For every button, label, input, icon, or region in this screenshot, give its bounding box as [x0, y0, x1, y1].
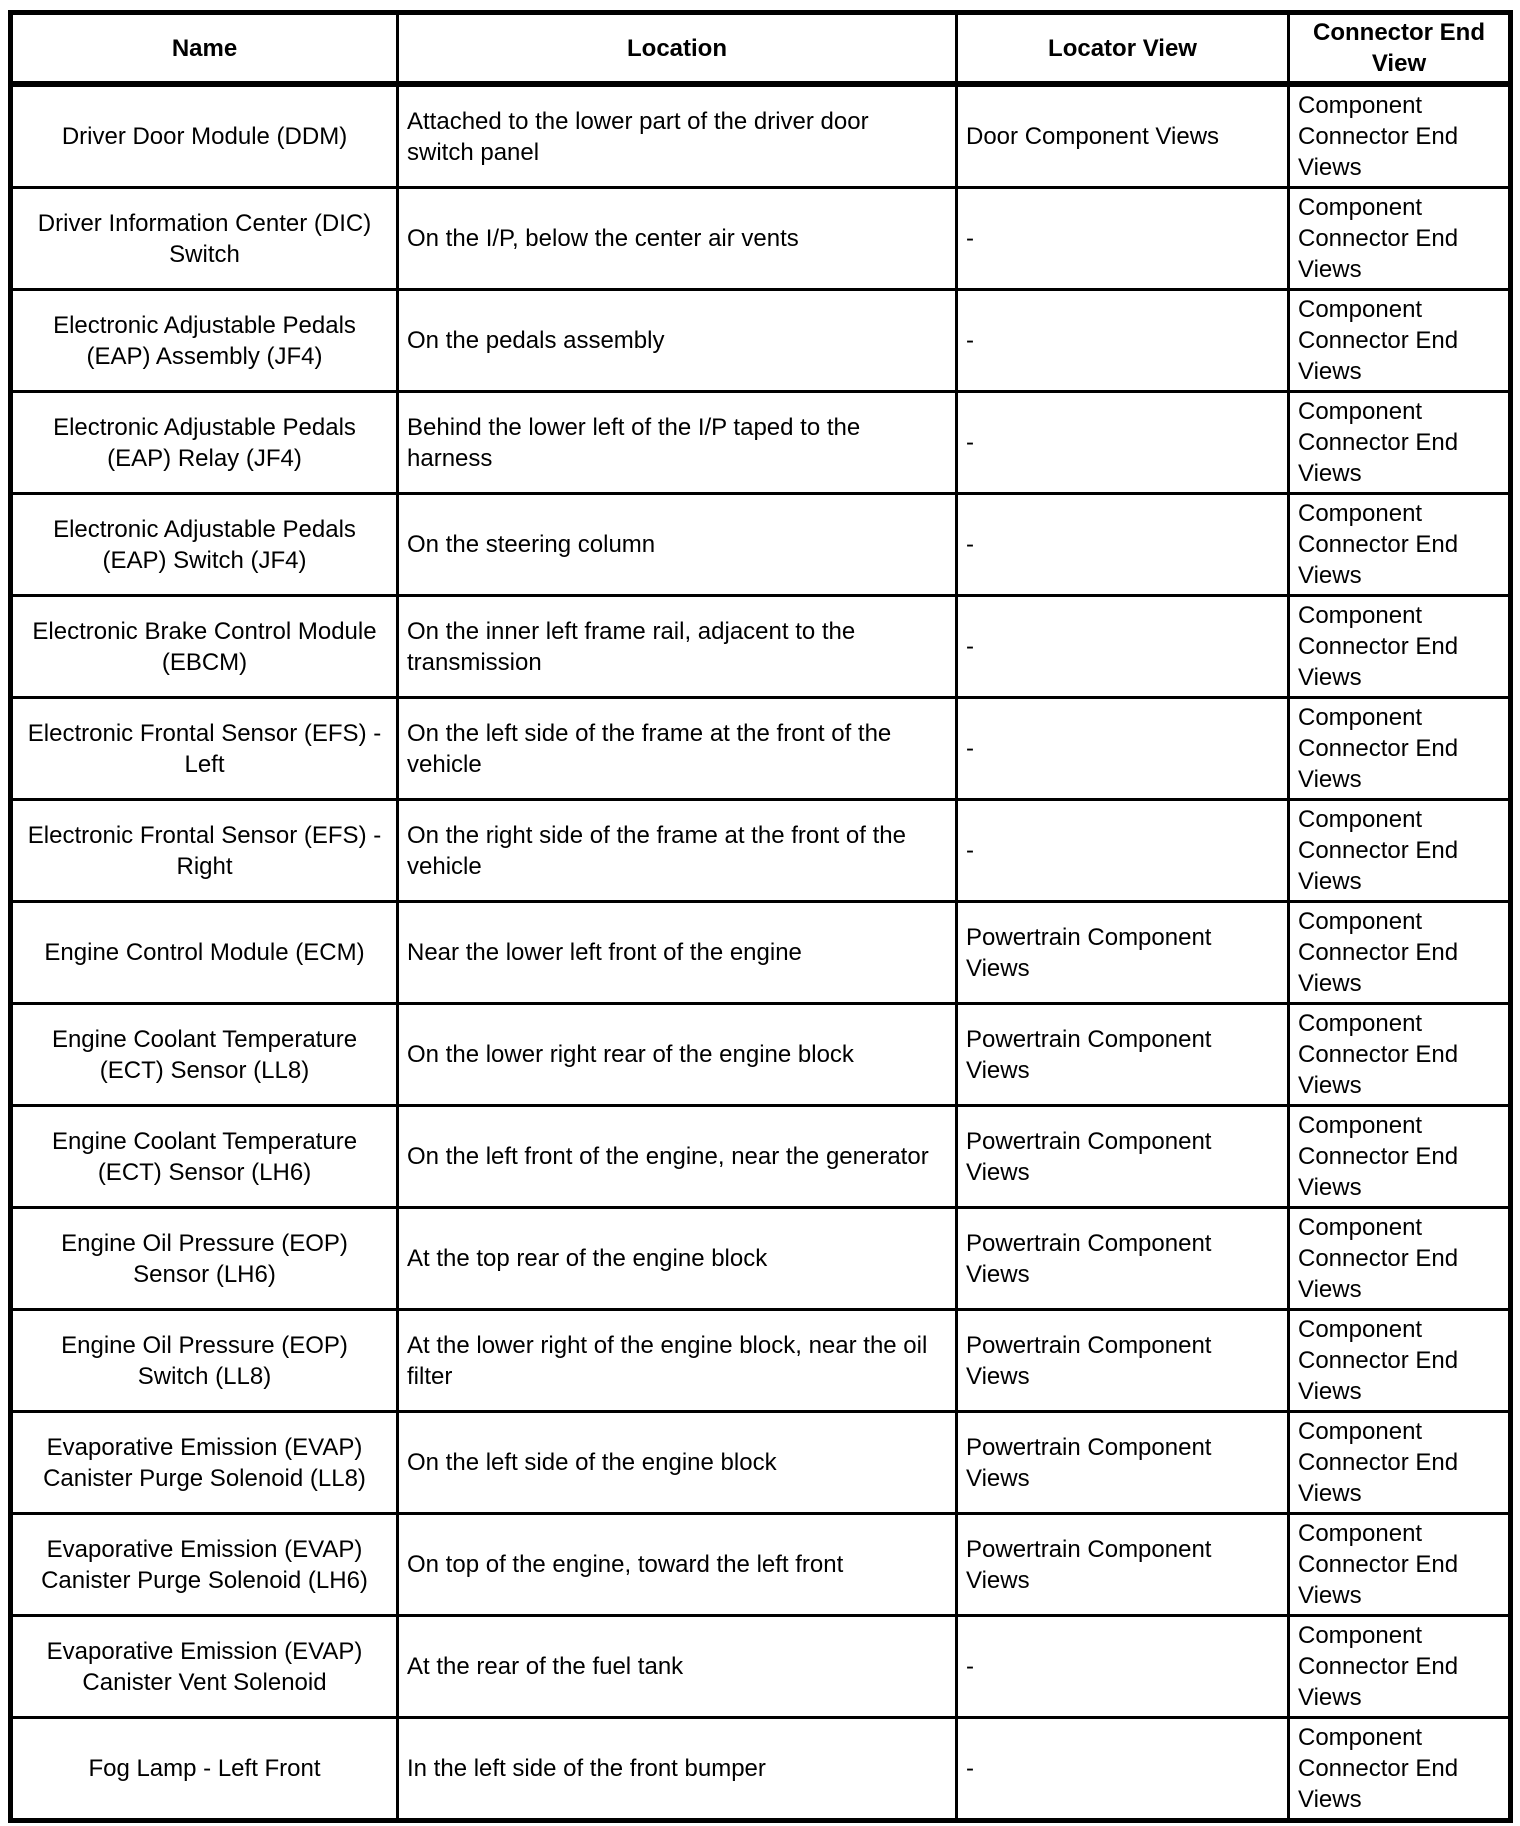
location-cell	[398, 902, 957, 1004]
table-row	[11, 1106, 1511, 1208]
location-text: In the left side of the front bumper	[407, 1755, 766, 1783]
location-text: On the pedals assembly	[407, 327, 665, 355]
component-name-text: Evaporative Emission (EVAP) Canister Vent Solenoid	[46, 1637, 363, 1696]
table-row	[11, 392, 1511, 494]
column-header-location	[398, 13, 957, 85]
table-body	[11, 84, 1511, 1821]
location-text: Attached to the lower part of the driver door switch panel	[407, 107, 869, 166]
connector-end-view-cell	[1289, 1412, 1511, 1514]
locator-view-cell	[957, 1004, 1289, 1106]
connector-end-view-cell	[1289, 392, 1511, 494]
component-name-cell	[11, 1310, 398, 1412]
locator-view-text: Powertrain Component Views	[966, 1229, 1212, 1288]
locator-view-cell	[957, 698, 1289, 800]
component-name-text: Evaporative Emission (EVAP) Canister Purge Solenoid (LH6)	[41, 1535, 368, 1594]
location-text: At the lower right of the engine block, near the oil filter	[407, 1331, 928, 1390]
locator-view-text: -	[966, 1653, 974, 1681]
component-name-text: Electronic Adjustable Pedals (EAP) Relay (JF4)	[53, 413, 356, 472]
component-name-text: Evaporative Emission (EVAP) Canister Purge Solenoid (LL8)	[43, 1433, 366, 1492]
component-name-text: Electronic Frontal Sensor (EFS) - Right	[27, 821, 382, 880]
connector-end-view-text: Component Connector End Views	[1298, 1622, 1459, 1712]
locator-view-cell	[957, 188, 1289, 290]
table-row	[11, 188, 1511, 290]
component-name-text: Driver Door Module (DDM)	[61, 123, 348, 151]
location-text: On the I/P, below the center air vents	[407, 225, 799, 253]
component-name-cell	[11, 1106, 398, 1208]
component-name-cell	[11, 800, 398, 902]
locator-view-cell	[957, 392, 1289, 494]
column-header-locator-view	[957, 13, 1289, 85]
location-text: On the inner left frame rail, adjacent to the transmission	[407, 617, 856, 676]
locator-view-cell	[957, 84, 1289, 188]
connector-end-view-cell	[1289, 188, 1511, 290]
location-cell	[398, 698, 957, 800]
location-cell	[398, 1310, 957, 1412]
locator-view-text: -	[966, 225, 974, 253]
table-row	[11, 1412, 1511, 1514]
table-row	[11, 698, 1511, 800]
component-name-cell	[11, 596, 398, 698]
locator-view-cell	[957, 1106, 1289, 1208]
locator-view-cell	[957, 1616, 1289, 1718]
component-name-cell	[11, 84, 398, 188]
connector-end-view-cell	[1289, 84, 1511, 188]
location-text: On the left side of the frame at the front of the vehicle	[407, 719, 892, 778]
component-name-cell	[11, 392, 398, 494]
location-cell	[398, 188, 957, 290]
table-row	[11, 290, 1511, 392]
component-name-cell	[11, 1004, 398, 1106]
component-name-cell	[11, 1208, 398, 1310]
connector-end-view-cell	[1289, 1004, 1511, 1106]
locator-view-cell	[957, 1412, 1289, 1514]
table-row	[11, 1004, 1511, 1106]
connector-end-view-text: Component Connector End Views	[1298, 1010, 1459, 1100]
connector-end-view-text: Component Connector End Views	[1298, 908, 1459, 998]
component-name-text: Engine Control Module (ECM)	[44, 939, 365, 967]
table-row	[11, 1718, 1511, 1821]
table-row	[11, 1310, 1511, 1412]
location-cell	[398, 84, 957, 188]
connector-end-view-text: Component Connector End Views	[1298, 296, 1459, 386]
locator-view-cell	[957, 1514, 1289, 1616]
table-row	[11, 84, 1511, 188]
table-header	[11, 13, 1511, 85]
component-name-text: Electronic Adjustable Pedals (EAP) Switch (JF4)	[53, 515, 356, 574]
column-header-location-label: Location	[627, 34, 727, 62]
location-cell	[398, 596, 957, 698]
table-row	[11, 1616, 1511, 1718]
location-cell	[398, 1208, 957, 1310]
component-name-cell	[11, 494, 398, 596]
location-text: On the steering column	[407, 531, 656, 559]
connector-end-view-cell	[1289, 1718, 1511, 1821]
component-name-cell	[11, 1718, 398, 1821]
location-cell	[398, 1616, 957, 1718]
component-name-text: Engine Oil Pressure (EOP) Switch (LL8)	[61, 1331, 348, 1390]
locator-view-text: Powertrain Component Views	[966, 1331, 1212, 1390]
column-header-locator-view-label: Locator View	[1048, 34, 1197, 62]
location-text: On the lower right rear of the engine block	[407, 1041, 854, 1069]
locator-view-cell	[957, 494, 1289, 596]
component-name-text: Engine Oil Pressure (EOP) Sensor (LH6)	[61, 1229, 348, 1288]
location-text: On the left side of the engine block	[407, 1449, 777, 1477]
component-name-cell	[11, 188, 398, 290]
connector-end-view-text: Component Connector End Views	[1298, 1418, 1459, 1508]
locator-view-text: Powertrain Component Views	[966, 923, 1212, 982]
component-name-text: Electronic Adjustable Pedals (EAP) Assembly (JF4)	[53, 311, 356, 370]
connector-end-view-text: Component Connector End Views	[1298, 194, 1459, 284]
connector-end-view-text: Component Connector End Views	[1298, 1520, 1459, 1610]
table-row	[11, 902, 1511, 1004]
location-text: At the rear of the fuel tank	[407, 1653, 684, 1681]
locator-view-cell	[957, 1208, 1289, 1310]
location-cell	[398, 290, 957, 392]
component-name-text: Engine Coolant Temperature (ECT) Sensor (LH6)	[51, 1127, 358, 1186]
location-cell	[398, 1514, 957, 1616]
table-header-row	[11, 13, 1511, 85]
component-name-text: Engine Coolant Temperature (ECT) Sensor (LL8)	[51, 1025, 358, 1084]
locator-view-text: -	[966, 735, 974, 763]
locator-view-text: -	[966, 837, 974, 865]
locator-view-text: Powertrain Component Views	[966, 1535, 1212, 1594]
component-name-text: Electronic Brake Control Module (EBCM)	[32, 617, 377, 676]
column-header-name-label: Name	[171, 34, 238, 62]
locator-view-text: Powertrain Component Views	[966, 1433, 1212, 1492]
connector-end-view-cell	[1289, 1514, 1511, 1616]
connector-end-view-cell	[1289, 1310, 1511, 1412]
location-cell	[398, 392, 957, 494]
connector-end-view-text: Component Connector End Views	[1298, 92, 1459, 182]
table-row	[11, 494, 1511, 596]
connector-end-view-text: Component Connector End Views	[1298, 1316, 1459, 1406]
connector-end-view-text: Component Connector End Views	[1298, 806, 1459, 896]
locator-view-cell	[957, 1718, 1289, 1821]
locator-view-text: -	[966, 1755, 974, 1783]
locator-view-text: Door Component Views	[966, 123, 1220, 151]
location-cell	[398, 1004, 957, 1106]
component-name-cell	[11, 1514, 398, 1616]
connector-end-view-text: Component Connector End Views	[1298, 500, 1459, 590]
table-row	[11, 1514, 1511, 1616]
component-name-text: Driver Information Center (DIC) Switch	[37, 209, 372, 268]
connector-end-view-cell	[1289, 494, 1511, 596]
connector-end-view-text: Component Connector End Views	[1298, 1112, 1459, 1202]
locator-view-cell	[957, 902, 1289, 1004]
connector-end-view-text: Component Connector End Views	[1298, 602, 1459, 692]
location-text: At the top rear of the engine block	[407, 1245, 768, 1273]
table-row	[11, 596, 1511, 698]
connector-end-view-text: Component Connector End Views	[1298, 398, 1459, 488]
location-text: On the left front of the engine, near the generator	[407, 1143, 929, 1171]
location-text: On top of the engine, toward the left front	[407, 1551, 844, 1579]
locator-view-text: Powertrain Component Views	[966, 1127, 1212, 1186]
component-name-text: Fog Lamp - Left Front	[88, 1755, 321, 1783]
connector-end-view-cell	[1289, 1616, 1511, 1718]
location-cell	[398, 1718, 957, 1821]
component-name-cell	[11, 1412, 398, 1514]
column-header-name	[11, 13, 398, 85]
locator-view-text: -	[966, 633, 974, 661]
locator-view-cell	[957, 290, 1289, 392]
table-row	[11, 800, 1511, 902]
connector-end-view-cell	[1289, 1106, 1511, 1208]
location-cell	[398, 1412, 957, 1514]
connector-end-view-cell	[1289, 800, 1511, 902]
connector-end-view-cell	[1289, 290, 1511, 392]
table-row	[11, 1208, 1511, 1310]
connector-end-view-text: Component Connector End Views	[1298, 704, 1459, 794]
connector-end-view-cell	[1289, 698, 1511, 800]
component-name-cell	[11, 902, 398, 1004]
component-name-text: Electronic Frontal Sensor (EFS) - Left	[27, 719, 382, 778]
component-locator-table	[8, 10, 1513, 1823]
locator-view-cell	[957, 1310, 1289, 1412]
locator-view-text: -	[966, 327, 974, 355]
connector-end-view-cell	[1289, 902, 1511, 1004]
locator-view-cell	[957, 800, 1289, 902]
locator-view-text: Powertrain Component Views	[966, 1025, 1212, 1084]
locator-view-text: -	[966, 429, 974, 457]
location-cell	[398, 1106, 957, 1208]
connector-end-view-text: Component Connector End Views	[1298, 1214, 1459, 1304]
locator-view-cell	[957, 596, 1289, 698]
connector-end-view-text: Component Connector End Views	[1298, 1724, 1459, 1814]
locator-view-text: -	[966, 531, 974, 559]
component-name-cell	[11, 1616, 398, 1718]
location-text: Behind the lower left of the I/P taped to the harness	[407, 413, 861, 472]
location-cell	[398, 800, 957, 902]
location-text: On the right side of the frame at the front of the vehicle	[407, 821, 906, 880]
column-header-connector-end-view	[1289, 13, 1511, 85]
component-name-cell	[11, 698, 398, 800]
column-header-connector-end-view-label: Connector End View	[1313, 19, 1485, 78]
component-name-cell	[11, 290, 398, 392]
connector-end-view-cell	[1289, 596, 1511, 698]
location-cell	[398, 494, 957, 596]
location-text: Near the lower left front of the engine	[407, 939, 802, 967]
connector-end-view-cell	[1289, 1208, 1511, 1310]
